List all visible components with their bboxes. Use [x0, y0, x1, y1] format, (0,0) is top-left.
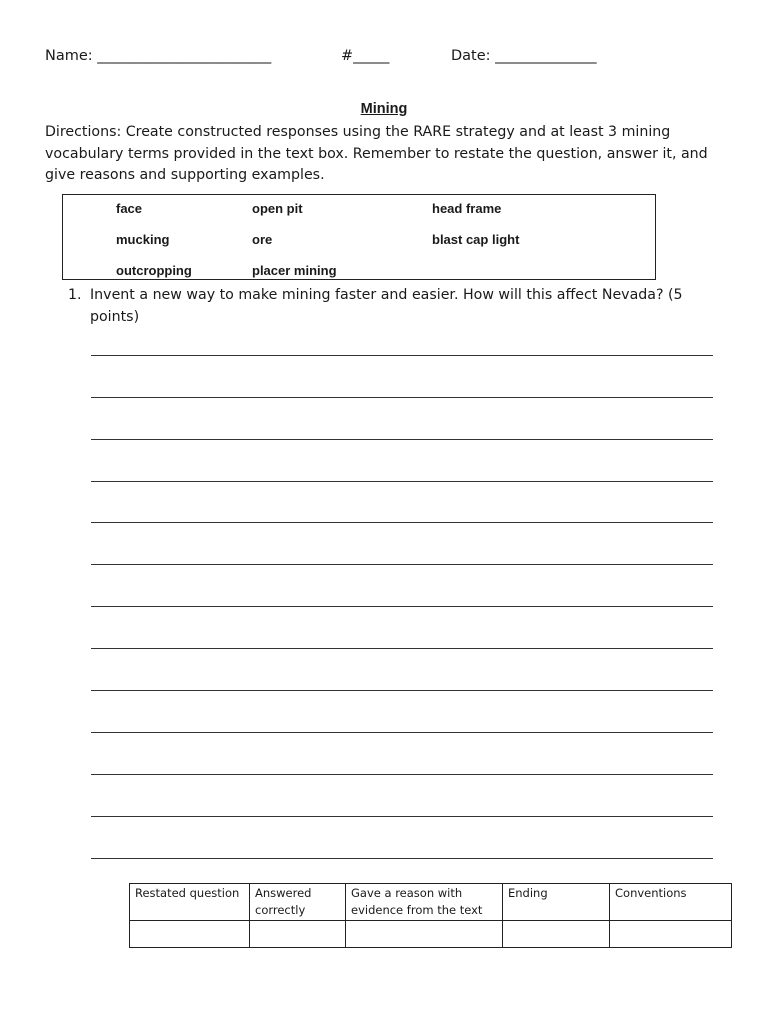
rubric-header-row — [130, 884, 732, 921]
answer-line[interactable] — [91, 355, 713, 356]
vocab-term: ore — [252, 232, 273, 247]
answer-line[interactable] — [91, 774, 713, 775]
name-field[interactable]: Name: ________________________ — [45, 48, 272, 64]
vocab-term: mucking — [116, 232, 170, 247]
answer-line[interactable] — [91, 816, 713, 817]
question-number: 1. — [68, 287, 82, 303]
answer-line[interactable] — [91, 732, 713, 733]
answer-line[interactable] — [91, 648, 713, 649]
vocabulary-box — [62, 194, 656, 280]
rubric-header-cell: Conventions — [610, 884, 732, 921]
answer-line[interactable] — [91, 606, 713, 607]
vocab-term: face — [116, 201, 143, 216]
rubric-header-cell: Restated question — [130, 884, 250, 921]
page-title: Mining — [360, 101, 408, 117]
answer-line[interactable] — [91, 858, 713, 859]
answer-line[interactable] — [91, 481, 713, 482]
answer-line[interactable] — [91, 522, 713, 523]
rubric-score-cell[interactable] — [503, 921, 610, 948]
vocab-term: outcropping — [116, 263, 192, 278]
answer-line[interactable] — [91, 564, 713, 565]
rubric-score-cell[interactable] — [610, 921, 732, 948]
date-field[interactable]: Date: ______________ — [451, 48, 597, 64]
answer-line[interactable] — [91, 690, 713, 691]
student-number-field[interactable]: #_____ — [341, 48, 390, 64]
rubric-table — [129, 883, 732, 948]
vocab-term: blast cap light — [432, 232, 520, 247]
vocab-term: open pit — [252, 201, 303, 216]
answer-line[interactable] — [91, 439, 713, 440]
vocab-term: placer mining — [252, 263, 337, 278]
rubric-header-cell: Gave a reason with evidence from the text — [346, 884, 503, 921]
directions-text: Directions: Create constructed responses using the RARE strategy and at least 3 mining vocabulary terms provided in the text box. Remember to restate the question, answer it, and give reasons and supporting examples. — [45, 124, 708, 184]
question-text: Invent a new way to make mining faster and easier. How will this affect Nevada? (5 points) — [90, 287, 683, 325]
vocab-term: head frame — [432, 201, 502, 216]
rubric-header-cell: Answered correctly — [250, 884, 346, 921]
rubric-score-cell[interactable] — [250, 921, 346, 948]
answer-line[interactable] — [91, 397, 713, 398]
rubric-score-row — [130, 921, 732, 948]
rubric-header-cell: Ending — [503, 884, 610, 921]
rubric-score-cell[interactable] — [130, 921, 250, 948]
rubric-score-cell[interactable] — [346, 921, 503, 948]
